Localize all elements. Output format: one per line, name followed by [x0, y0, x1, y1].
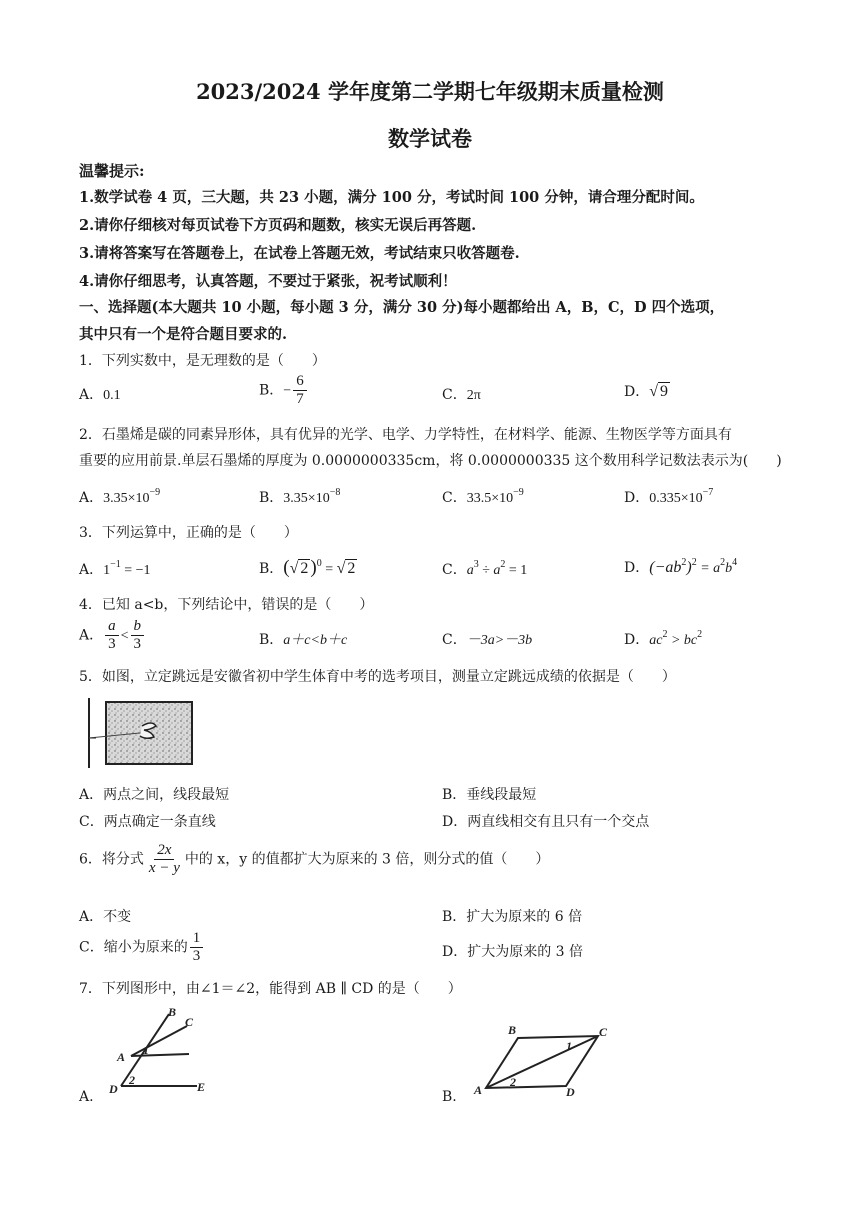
- numerator: b: [131, 618, 145, 636]
- question-2-stem: 2．石墨烯是碳的同素异形体，具有优异的光学、电学、力学特性，在材料学、能源、生物医学等方面具有: [79, 427, 732, 443]
- tip-item: 2.请你仔细核对每页试卷下方页码和题数，核实无误后再答题.: [79, 217, 477, 234]
- option-label: C．: [442, 387, 467, 403]
- option-value: 3.35×10: [283, 491, 330, 506]
- radicand: 2: [300, 560, 309, 577]
- minus-sign: −: [283, 383, 292, 399]
- option-label: D．: [624, 632, 650, 648]
- exponent: 3: [473, 559, 479, 570]
- exponent: −9: [513, 487, 524, 498]
- label-c: C: [185, 1015, 194, 1029]
- angle-2-label: 2: [129, 1073, 135, 1087]
- q2-option-a: [79, 487, 160, 507]
- exponent: −7: [702, 487, 714, 498]
- exponent: 2: [500, 559, 506, 570]
- label-c: C: [599, 1025, 608, 1039]
- option-value: －3a>－3b: [466, 633, 533, 648]
- option-value: 33.5×10: [466, 491, 514, 506]
- question-6-stem: [79, 842, 549, 877]
- question-3-stem: 3．下列运算中，正确的是（ ）: [79, 525, 298, 541]
- tips-heading: 温馨提示:: [79, 162, 145, 180]
- q2-option-d: [624, 487, 713, 507]
- question-5-stem: 5．如图，立定跳远是安徽省初中学生体育中考的选考项目，测量立定跳远成绩的依据是（ ）: [79, 669, 676, 685]
- label-d: D: [566, 1085, 575, 1099]
- angle-1-label: 1: [566, 1039, 572, 1053]
- option-value: a＋c<b＋c: [283, 633, 348, 648]
- denominator: 3: [133, 636, 142, 652]
- option-value: 0.335×10: [649, 491, 703, 506]
- option-label: B．: [259, 382, 284, 399]
- denominator: 7: [296, 391, 304, 407]
- q1-option-b: [259, 373, 309, 408]
- exponent: −8: [329, 487, 341, 498]
- expression: ac: [649, 633, 663, 648]
- numerator: 1: [190, 930, 204, 948]
- label-e: E: [197, 1080, 206, 1094]
- q2-option-b: [259, 487, 340, 507]
- paren-close: ): [310, 557, 317, 578]
- operator: ÷: [478, 563, 494, 578]
- option-label: A．: [79, 562, 104, 578]
- exponent: 2: [681, 557, 687, 568]
- radicand: 9: [660, 383, 669, 400]
- exponent: −1: [110, 559, 121, 570]
- q6-option-d: D．扩大为原来的 3 倍: [442, 944, 584, 960]
- paren-open: (: [283, 557, 290, 578]
- operator: <: [120, 628, 129, 644]
- tip-item: 1.数学试卷 4 页，三大题，共 23 小题，满分 100 分，考试时间 100 分钟，请合理分配时间。: [79, 189, 704, 206]
- label-d: D: [109, 1082, 118, 1096]
- numerator: 6: [293, 373, 307, 391]
- exponent: 4: [732, 557, 738, 568]
- q6-option-a: A．不变: [79, 909, 132, 925]
- q5-option-b: B．垂线段最短: [442, 787, 537, 803]
- option-value: 3.35×10: [103, 491, 150, 506]
- q4-option-a: [79, 618, 146, 653]
- sqrt-expression: √ 9: [649, 383, 669, 400]
- option-label: A．: [79, 627, 104, 644]
- denominator: x − y: [148, 860, 180, 876]
- angle-2-label: 2: [510, 1075, 516, 1089]
- option-value: 0.1: [103, 388, 121, 403]
- q2-option-c: [442, 487, 524, 507]
- numerator: a: [105, 618, 119, 636]
- option-label: B．: [259, 490, 284, 506]
- section-heading-cont: 其中只有一个是符合题目要求的.: [79, 326, 288, 343]
- q3-option-c: [442, 559, 527, 579]
- option-label: B．: [259, 561, 284, 577]
- exponent: −9: [149, 487, 161, 498]
- exponent: 2: [662, 629, 668, 640]
- q1-option-a: [79, 384, 121, 404]
- label-b: B: [168, 1005, 177, 1019]
- tip-item: 3.请将答案写在答题卷上，在试卷上答题无效，考试结束只收答题卷.: [79, 245, 520, 262]
- q6-option-c: [79, 930, 205, 965]
- option-value: 2π: [466, 388, 481, 403]
- question-4-stem: 4．已知 a<b，下列结论中，错误的是（ ）: [79, 597, 374, 613]
- stem-text: 6．将分式: [79, 851, 144, 868]
- paren-close: ): [686, 559, 692, 576]
- angle-1-label: 1: [143, 1043, 149, 1057]
- fraction: [146, 842, 183, 877]
- long-jump-sandpit-figure: [78, 696, 196, 772]
- sqrt-expression: √ 2: [289, 560, 309, 577]
- denominator: 3: [192, 948, 201, 964]
- option-label: B．: [259, 632, 284, 648]
- fraction: [131, 618, 145, 653]
- q6-option-b: B．扩大为原来的 6 倍: [442, 909, 583, 925]
- option-label: D．: [624, 384, 650, 400]
- q1-option-c: [442, 384, 481, 404]
- label-a: A: [117, 1050, 126, 1064]
- q7-option-b-label: B.: [442, 1089, 457, 1105]
- q3-option-b: [259, 557, 357, 579]
- variable: a: [493, 563, 501, 578]
- q5-option-d: D．两直线相交有且只有一个交点: [442, 814, 650, 830]
- stem-text: 中的 x，y 的值都扩大为原来的 3 倍，则分式的值（ ）: [184, 851, 550, 868]
- q3-option-d: [624, 557, 737, 577]
- q4-option-b: [259, 629, 347, 649]
- label-b: B: [508, 1023, 517, 1037]
- q7-figure-a: [105, 1004, 225, 1104]
- question-7-stem: 7．下列图形中，由∠1＝∠2，能得到 AB ∥ CD 的是（ ）: [79, 981, 462, 997]
- option-label: C．: [442, 632, 467, 648]
- equals: =: [321, 562, 337, 577]
- q5-option-a: A．两点之间，线段最短: [79, 787, 230, 803]
- expression: = a: [696, 561, 721, 576]
- exponent: 0: [316, 558, 322, 569]
- q4-option-c: [442, 629, 532, 649]
- exponent: 2: [691, 557, 697, 568]
- page-title: 2023/2024 学年度第二学期七年级期末质量检测: [196, 79, 664, 104]
- q1-option-d: [624, 381, 670, 401]
- tip-item: 4.请你仔细思考，认真答题，不要过于紧张，祝考试顺利！: [79, 273, 457, 290]
- variable: b: [725, 561, 733, 576]
- variable: a: [466, 563, 474, 578]
- option-text: C．缩小为原来的: [79, 939, 188, 956]
- radicand: 2: [347, 560, 356, 577]
- numerator: 2x: [154, 842, 174, 860]
- option-label: A．: [79, 490, 104, 506]
- label-a: A: [474, 1083, 483, 1097]
- q3-option-a: [79, 559, 151, 579]
- option-label: A．: [79, 387, 104, 403]
- exponent: 2: [720, 557, 726, 568]
- page-subtitle: 数学试卷: [388, 126, 472, 151]
- question-1-stem: 1．下列实数中，是无理数的是（ ）: [79, 353, 326, 369]
- option-label: D．: [624, 490, 650, 506]
- question-2-stem-cont: 重要的应用前景.单层石墨烯的厚度为 0.0000000335cm，将 0.0000000335 这个数用科学记数法表示为( ): [79, 453, 782, 469]
- q7-option-a-label: A.: [79, 1089, 94, 1105]
- section-heading: 一、选择题(本大题共 10 小题，每小题 3 分，满分 30 分)每小题都给出 A，B，C，D 四个选项，: [79, 299, 725, 316]
- base: 1: [103, 563, 111, 578]
- option-rest: = 1: [505, 563, 528, 578]
- denominator: 3: [108, 636, 116, 652]
- q4-option-d: [624, 629, 702, 649]
- option-label: C．: [442, 490, 467, 506]
- sqrt-expression: √ 2: [336, 560, 356, 577]
- option-label: D．: [624, 560, 650, 576]
- expression: (−ab: [649, 559, 682, 576]
- expression: > bc: [667, 633, 698, 648]
- fraction: [293, 373, 307, 408]
- fraction: [190, 930, 204, 965]
- option-label: C．: [442, 562, 467, 578]
- exponent: 2: [697, 629, 703, 640]
- fraction: [105, 618, 119, 653]
- option-rest: = −1: [120, 563, 151, 578]
- q7-figure-b: [470, 1020, 620, 1102]
- q5-option-c: C．两点确定一条直线: [79, 814, 216, 830]
